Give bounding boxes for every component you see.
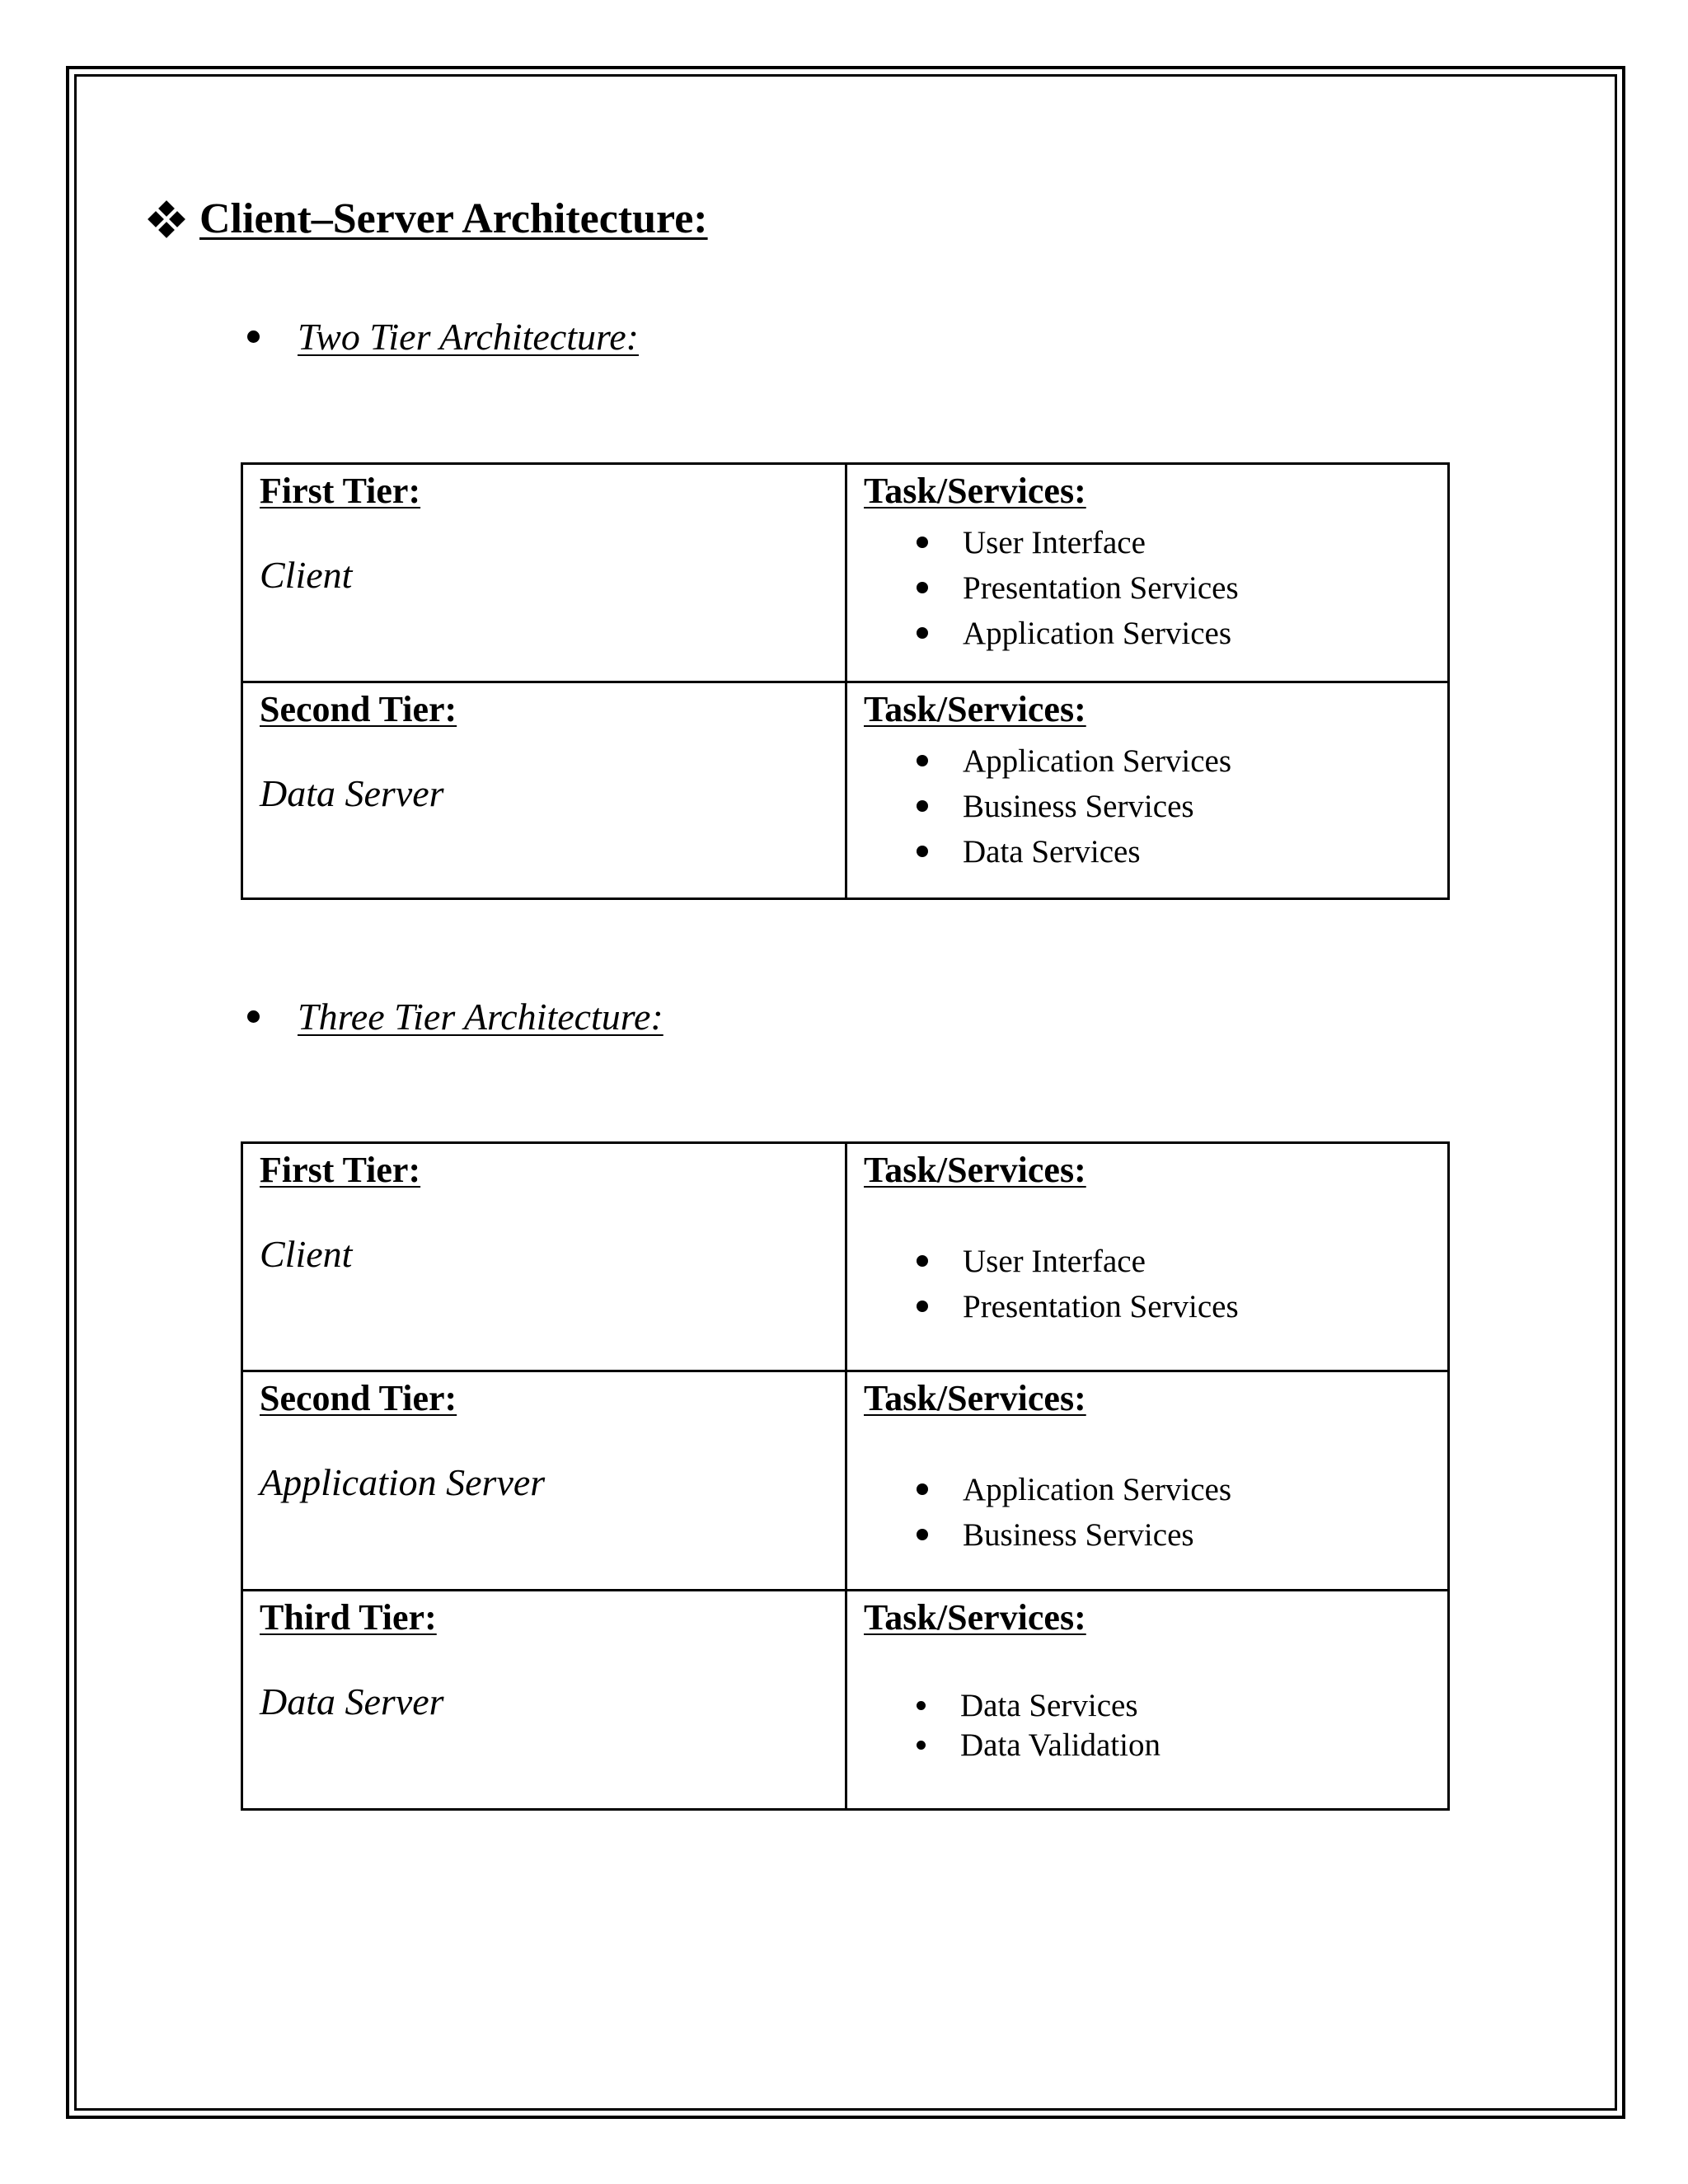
list-item: User Interface <box>917 520 1447 565</box>
tier-cell <box>242 1591 846 1810</box>
tier-name: Data Server <box>260 1680 444 1722</box>
table-row <box>242 1591 1449 1810</box>
task-cell <box>846 682 1449 899</box>
list-item: Data Services <box>917 829 1447 874</box>
table-row <box>242 464 1449 682</box>
bullet-icon <box>917 1301 928 1312</box>
task-label: Task/Services: <box>864 1378 1086 1418</box>
bullet-icon <box>247 330 260 343</box>
list-item: User Interface <box>917 1239 1447 1284</box>
three-tier-heading-text: Three Tier Architecture: <box>298 996 663 1038</box>
bullet-icon <box>917 800 928 812</box>
page-title-text: Client–Server Architecture: <box>199 195 708 242</box>
tier-label: Third Tier: <box>260 1597 437 1638</box>
list-item: Business Services <box>917 784 1447 829</box>
bullet-icon <box>917 1483 928 1495</box>
tier-name: Application Server <box>260 1460 546 1503</box>
bullet-icon <box>917 537 928 548</box>
tier-label: Second Tier: <box>260 689 457 729</box>
bullet-icon <box>917 1741 926 1750</box>
tier-name: Data Server <box>260 771 444 814</box>
list-item: Presentation Services <box>917 1284 1447 1329</box>
services-list <box>864 1686 1447 1765</box>
services-list <box>864 1239 1447 1329</box>
tier-label: First Tier: <box>260 471 421 511</box>
diamond-bullet-icon <box>150 203 183 236</box>
tier-cell <box>242 682 846 899</box>
page-title <box>150 194 708 243</box>
bullet-icon <box>917 1701 926 1710</box>
services-list <box>864 1467 1447 1558</box>
services-list <box>864 738 1447 874</box>
list-item: Presentation Services <box>917 565 1447 611</box>
list-item: Application Services <box>917 738 1447 784</box>
three-tier-heading <box>247 995 663 1038</box>
bullet-icon <box>917 846 928 857</box>
bullet-icon <box>917 1255 928 1267</box>
list-item: Application Services <box>917 1467 1447 1512</box>
bullet-icon <box>917 627 928 639</box>
task-label: Task/Services: <box>864 689 1086 729</box>
task-label: Task/Services: <box>864 471 1086 511</box>
list-item: Application Services <box>917 611 1447 656</box>
bullet-icon <box>247 1010 260 1023</box>
table-row <box>242 1143 1449 1371</box>
task-label: Task/Services: <box>864 1150 1086 1190</box>
list-item: Data Validation <box>917 1726 1447 1765</box>
two-tier-heading-text: Two Tier Architecture: <box>298 316 639 358</box>
two-tier-table <box>241 462 1450 900</box>
bullet-icon <box>917 755 928 766</box>
task-cell <box>846 1143 1449 1371</box>
bullet-icon <box>917 1529 928 1540</box>
task-cell <box>846 464 1449 682</box>
task-label: Task/Services: <box>864 1597 1086 1638</box>
task-cell <box>846 1591 1449 1810</box>
task-cell <box>846 1371 1449 1591</box>
tier-name: Client <box>260 1232 353 1275</box>
two-tier-heading <box>247 315 639 359</box>
bullet-icon <box>917 582 928 593</box>
tier-cell <box>242 464 846 682</box>
tier-label: First Tier: <box>260 1150 421 1190</box>
tier-cell <box>242 1143 846 1371</box>
table-row <box>242 1371 1449 1591</box>
tier-label: Second Tier: <box>260 1378 457 1418</box>
list-item: Data Services <box>917 1686 1447 1726</box>
services-list <box>864 520 1447 656</box>
tier-cell <box>242 1371 846 1591</box>
three-tier-table <box>241 1141 1450 1811</box>
tier-name: Client <box>260 553 353 596</box>
table-row <box>242 682 1449 899</box>
list-item: Business Services <box>917 1512 1447 1558</box>
